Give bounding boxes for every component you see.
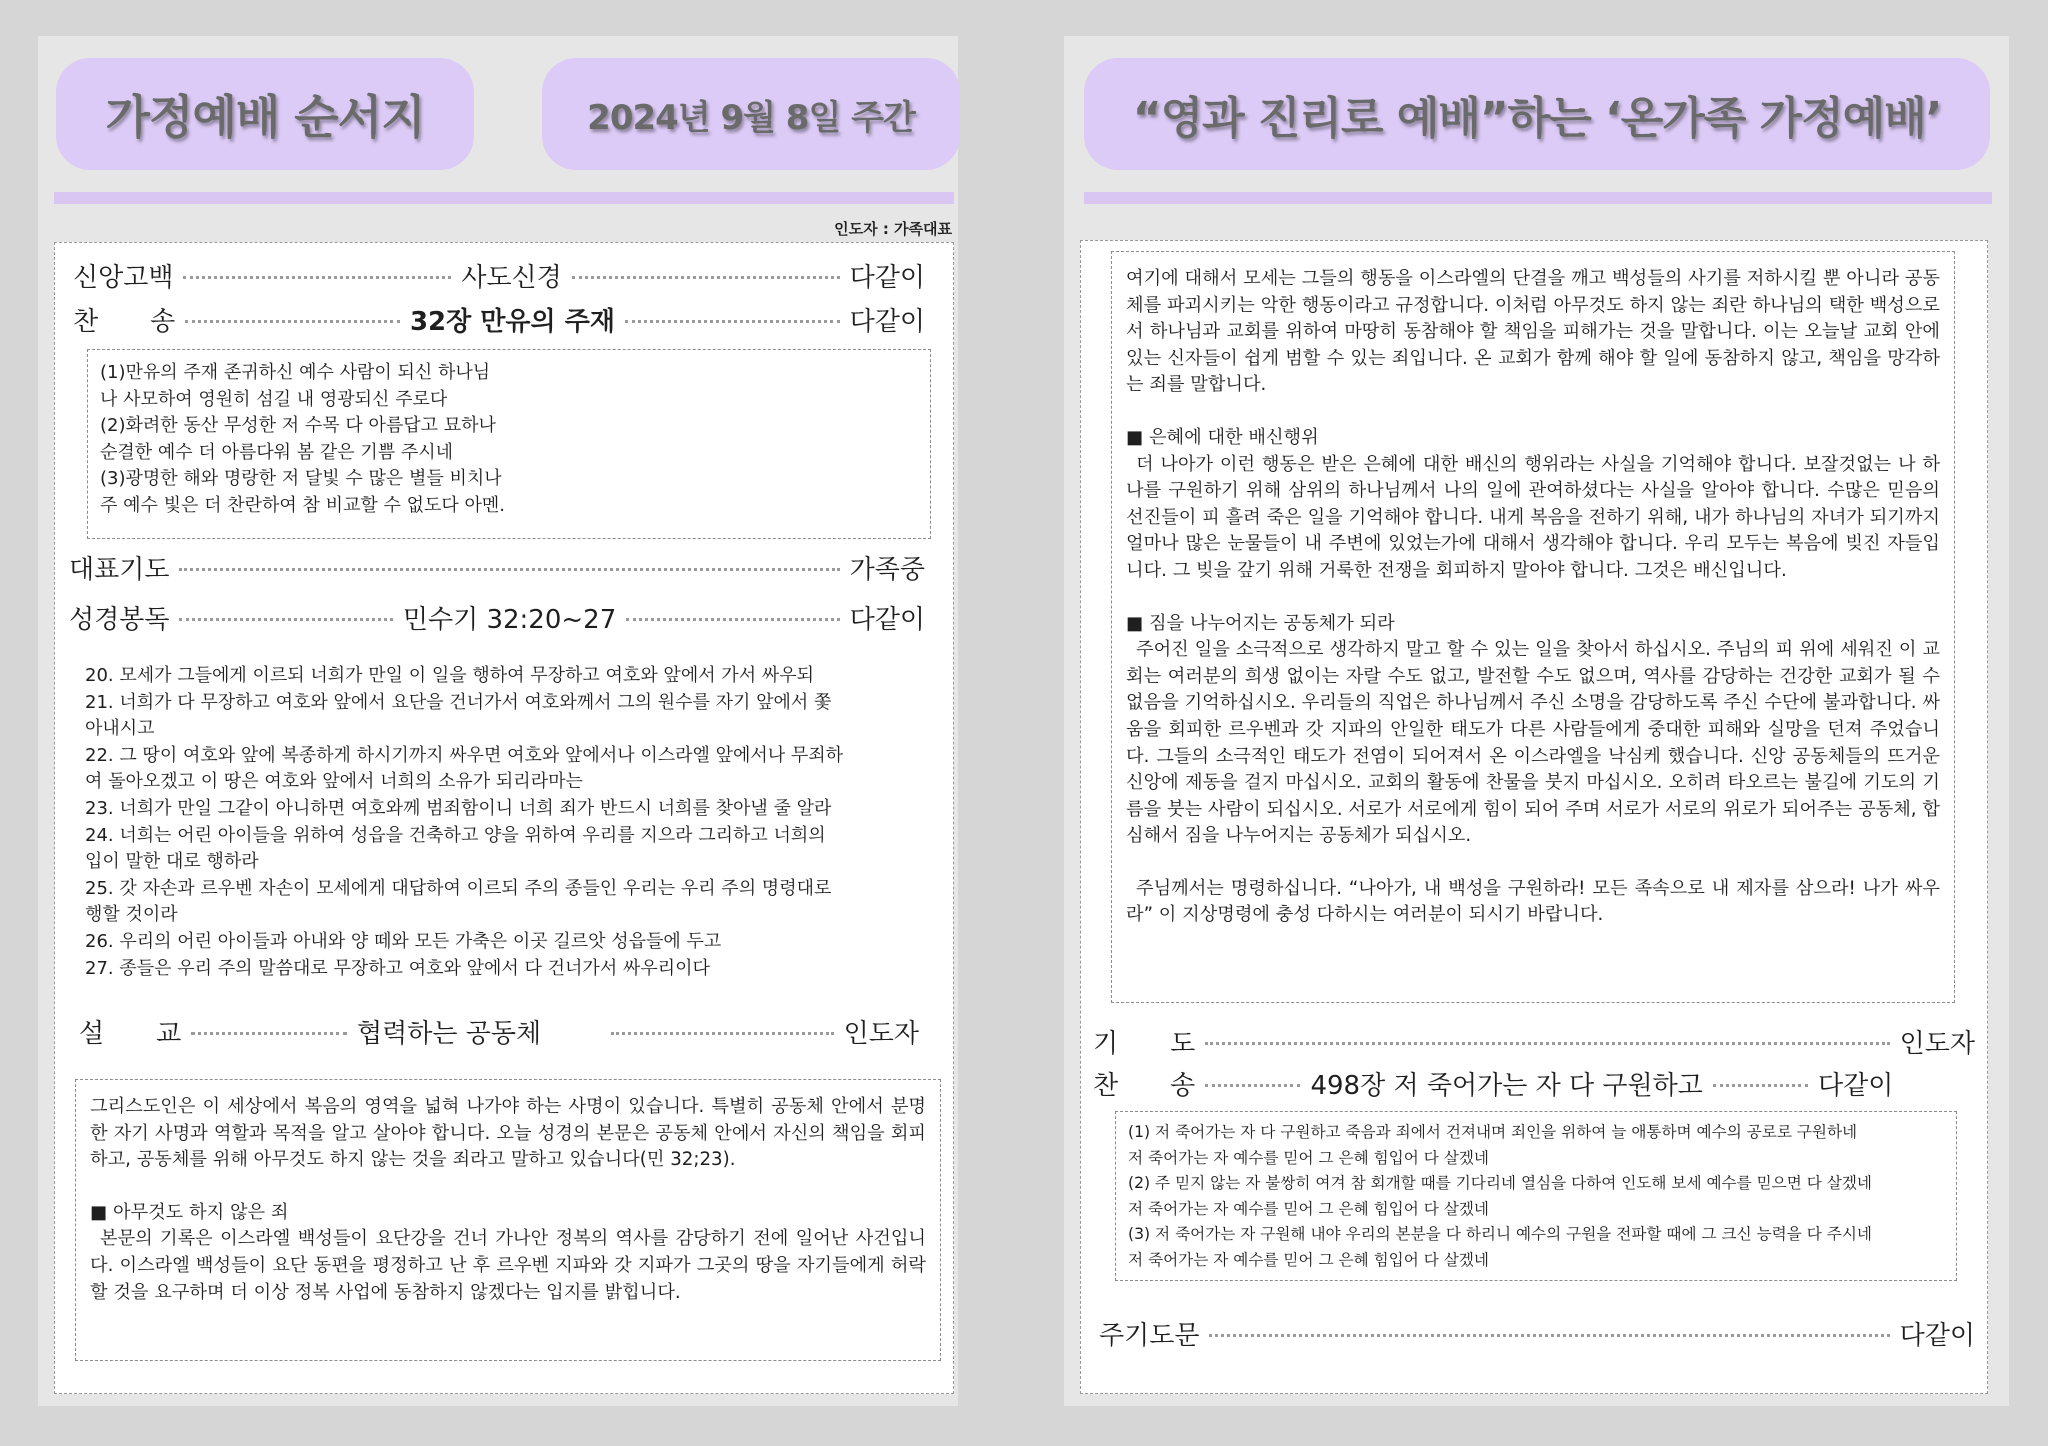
leader-dots (572, 276, 840, 279)
leader-dots (1209, 1334, 1889, 1337)
closing-hymn-row (1093, 1065, 1975, 1102)
hymn-label: 찬 송 (73, 307, 176, 337)
verse-line: 23. 너희가 만일 그같이 아니하면 여호와께 범죄함이니 너희 죄가 반드시 너희를 찾아낼 줄 알라 (85, 797, 832, 819)
lyric-line: 저 죽어가는 자 예수를 믿어 그 은혜 힘입어 다 살겠네 (1128, 1148, 1489, 1167)
sermon-heading: ■ 은혜에 대한 배신행위 (1126, 425, 1940, 452)
leader-dots (179, 618, 392, 621)
closing-prayer-who: 인도자 (1899, 1029, 1975, 1059)
lords-prayer-row (1099, 1315, 1975, 1352)
verse-line: 22. 그 땅이 여호와 앞에 복종하게 하시기까지 싸우면 여호와 앞에서나 이스라엘 앞에서나 무죄하 (85, 744, 844, 766)
sermon-closing: 주님께서는 명령하십니다. “나아가, 내 백성을 구원하라! 모든 족속으로 내 제자를 삼으라! 나가 싸우라” 이 지상명령에 충성 다하시는 여러분이 되시기 바랍니다. (1126, 877, 1940, 926)
leader-dots (1713, 1084, 1808, 1087)
lords-prayer-who: 다같이 (1899, 1321, 1975, 1351)
reading-who: 다같이 (849, 605, 925, 635)
hymn-row (73, 301, 925, 338)
left-page (38, 36, 958, 1406)
lyric-line: (1) 저 죽어가는 자 다 구원하고 죽음과 죄에서 건져내며 죄인을 위하여 늘 애통하며 예수의 공로로 구원하네 (1128, 1123, 1858, 1141)
sermon-continued-box (1111, 251, 1955, 1003)
worship-title: “영과 진리로 예배”하는 ‘온가족 가정예배’ (1084, 58, 1990, 170)
lyric-line: (2) 주 믿지 않는 자 불쌍히 여겨 참 회개할 때를 기다리네 열심을 다하여 인도해 보세 예수를 믿으면 다 살겠네 (1128, 1174, 1872, 1192)
sermon-title: 협력하는 공동체 (357, 1019, 542, 1049)
closing-hymn-who: 다같이 (1818, 1071, 1894, 1101)
sermon-row (79, 1013, 919, 1050)
prayer-who: 가족중 (849, 555, 925, 585)
prayer-row (69, 549, 925, 586)
creed-row (73, 257, 925, 294)
verse-line: 27. 종들은 우리 주의 말씀대로 무장하고 여호와 앞에서 다 건너가서 싸우리이다 (85, 957, 710, 979)
creed-who: 다같이 (849, 263, 926, 293)
closing-hymn-content: 498장 저 죽어가는 자 다 구원하고 (1310, 1071, 1703, 1101)
closing-prayer-label: 기 도 (1093, 1029, 1196, 1059)
verse-line: 여 돌아오겠고 이 땅은 여호와 앞에서 너희의 소유가 되리라마는 (85, 771, 583, 793)
closing-hymn-label: 찬 송 (1093, 1071, 1196, 1101)
lyric-line: 순결한 예수 더 아름다워 봄 같은 기쁨 주시네 (100, 441, 454, 463)
left-divider-bar (54, 192, 954, 204)
reading-label: 성경봉독 (69, 605, 170, 635)
sermon-paragraph: 주어진 일을 소극적으로 생각하지 말고 할 수 있는 일을 찾아서 하십시오. 주님의 피 위에 세워진 이 교회는 여러분의 희생 없이는 자랄 수도 없고, 발전할 수도 없으며, 역사를 감당하는 건강한 교회가 될 수 없음을 기억하십시오. 우리들의 직업은 하나님께서 주신 소명을 감당하도록 주신 수단에 불과합니다. 싸움을 회피한 르우벤과 갓 지파의 안일한 태도가 다른 사람들에게 중대한 피해와 실망을 던져 주었습니다. 그들의 소극적인 태도가 전염이 되어져서 온 이스라엘을 낙심케 했습니다. 신앙 공동체들의 뜨거운 신앙에 제동을 걸지 마십시오. 교회의 활동에 찬물을 붓지 마십시오. 오히려 타오르는 불길에 기도의 기름을 붓는 사람이 되십시오. 서로가 서로에게 힘이 되어 주며 서로가 서로의 위로가 되어주는 공동체, 합심해서 짐을 나누어지는 공동체가 되십시오. (1126, 639, 1940, 847)
right-sheet (1080, 240, 1988, 1394)
leader-line: 인도자 : 가족대표 (834, 220, 952, 238)
lyric-line: 나 사모하여 영원히 섬길 내 영광되신 주로다 (100, 388, 448, 410)
sermon-box (75, 1079, 941, 1361)
hymn-content: 32장 만유의 주재 (409, 307, 615, 337)
left-sheet (54, 242, 954, 1394)
sermon-label: 설 교 (79, 1019, 182, 1049)
closing-prayer-row (1093, 1023, 1975, 1060)
hymn-lyrics-box (87, 349, 931, 539)
leader-dots (1205, 1042, 1889, 1045)
verse-line: 24. 너희는 어린 아이들을 위하여 성읍을 건축하고 양을 위하여 우리를 지으라 그리하고 너희의 (85, 824, 826, 846)
verse-line: 입이 말한 대로 행하라 (85, 851, 259, 873)
hymn-who: 다같이 (849, 307, 926, 337)
right-page (1064, 36, 2009, 1406)
lyric-line: (3)광명한 해와 명랑한 저 달빛 수 많은 별들 비치나 (100, 468, 502, 489)
week-date: 2024년 9월 8일 주간 (542, 58, 960, 170)
lyric-line: (3) 저 죽어가는 자 구원해 내야 우리의 본분을 다 하리니 예수의 구원을 전파할 때에 그 크신 능력을 다 주시네 (1128, 1225, 1872, 1243)
lords-prayer-label: 주기도문 (1099, 1321, 1200, 1351)
lyric-line: 저 죽어가는 자 예수를 믿어 그 은혜 힘입어 다 살겠네 (1128, 1199, 1489, 1218)
verse-line: 21. 너희가 다 무장하고 여호와 앞에서 요단을 건너가서 여호와께서 그의 원수를 자기 앞에서 쫓 (85, 691, 832, 713)
scripture-passage (85, 663, 925, 982)
right-divider-bar (1084, 192, 1992, 204)
verse-line: 25. 갓 자손과 르우벤 자손이 모세에게 대답하여 이르되 주의 종들인 우리는 우리 주의 명령대로 (85, 877, 832, 899)
closing-hymn-lyrics-box (1115, 1111, 1957, 1281)
verse-line: 26. 우리의 어린 아이들과 아내와 양 떼와 모든 가축은 이곳 길르앗 성읍들에 두고 (85, 930, 722, 952)
leader-dots (191, 1032, 347, 1035)
leader-dots (183, 276, 451, 279)
reading-content: 민수기 32:20~27 (402, 605, 617, 635)
verse-line: 20. 모세가 그들에게 이르되 너희가 만일 이 일을 행하여 무장하고 여호와 앞에서 가서 싸우되 (85, 665, 814, 686)
order-title: 가정예배 순서지 (56, 58, 474, 170)
sermon-paragraph: 여기에 대해서 모세는 그들의 행동을 이스라엘의 단결을 깨고 백성들의 사기를 저하시킬 뿐 아니라 공동체를 파괴시키는 악한 행동이라고 규정합니다. 이처럼 아무것도 하지 않는 죄란 하나님의 택한 백성으로서 하나님과 교회를 위하여 마땅히 동참해야 할 책임을 피해가는 것을 말합니다. 이는 오늘날 교회 안에 있는 신자들이 쉽게 범할 수 있는 죄입니다. 온 교회가 함께 해야 할 일에 동참하지 않고, 책임을 망각하는 죄를 말합니다. (1126, 268, 1940, 396)
lyric-line: (2)화려한 동산 무성한 저 수목 다 아름답고 묘하나 (100, 415, 496, 436)
verse-line: 아내시고 (85, 718, 155, 740)
sermon-heading: ■ 짐을 나누어지는 공동체가 되라 (1126, 611, 1940, 638)
creed-content: 사도신경 (461, 263, 562, 293)
sermon-paragraph: 본문의 기록은 이스라엘 백성들이 요단강을 건너 가나안 정복의 역사를 감당하기 전에 일어난 사건입니다. 이스라엘 백성들이 요단 동편을 평정하고 난 후 르우벤 지파와 갓 지파가 그곳의 땅을 자기들에게 허락할 것을 요구하며 더 이상 정복 사업에 동참하지 않겠다는 입지를 밝힙니다. (90, 1228, 926, 1303)
lyric-line: (1)만유의 주재 존귀하신 예수 사람이 되신 하나님 (100, 362, 491, 383)
sermon-intro: 그리스도인은 이 세상에서 복음의 영역을 넓혀 나가야 하는 사명이 있습니다. 특별히 공동체 안에서 분명한 자기 사명과 역할과 목적을 알고 살아야 합니다. 오늘 성경의 본문은 공동체 안에서 자신의 책임을 회피하고, 공동체를 위해 아무것도 하지 않는 것을 죄라고 말하고 있습니다(민 32;23). (90, 1096, 926, 1171)
creed-label: 신앙고백 (73, 263, 174, 293)
sermon-heading: ■ 아무것도 하지 않은 죄 (90, 1200, 926, 1227)
leader-dots (625, 320, 840, 323)
leader-dots (1205, 1084, 1300, 1087)
leader-dots (626, 618, 839, 621)
leader-dots (179, 568, 839, 571)
sermon-who: 인도자 (843, 1019, 919, 1049)
sermon-paragraph: 더 나아가 이런 행동은 받은 은혜에 대한 배신의 행위라는 사실을 기억해야 합니다. 보잘것없는 나 하나를 구원하기 위해 삼위의 하나님께서 나의 일에 관여하셨다는 사실을 알아야 합니다. 수많은 믿음의 선진들이 피 흘려 죽은 일을 기억해야 합니다. 내게 복음을 전하기 위해, 내가 하나님의 자녀가 되기까지 얼마나 많은 눈물들이 내 주변에 있었는가에 대해서 생각해야 합니다. 우리 모두는 복음에 빚진 자들입니다. 그 빚을 갚기 위해 거룩한 전쟁을 회피하지 말아야 합니다. 그것은 배신입니다. (1126, 453, 1940, 581)
prayer-label: 대표기도 (69, 555, 170, 585)
lyric-line: 주 예수 빛은 더 찬란하여 참 비교할 수 없도다 아멘. (100, 494, 505, 516)
leader-dots (611, 1032, 834, 1035)
leader-dots (185, 320, 400, 323)
reading-row (69, 599, 925, 636)
verse-line: 행할 것이라 (85, 904, 178, 926)
lyric-line: 저 죽어가는 자 예수를 믿어 그 은혜 힘입어 다 살겠네 (1128, 1250, 1489, 1269)
